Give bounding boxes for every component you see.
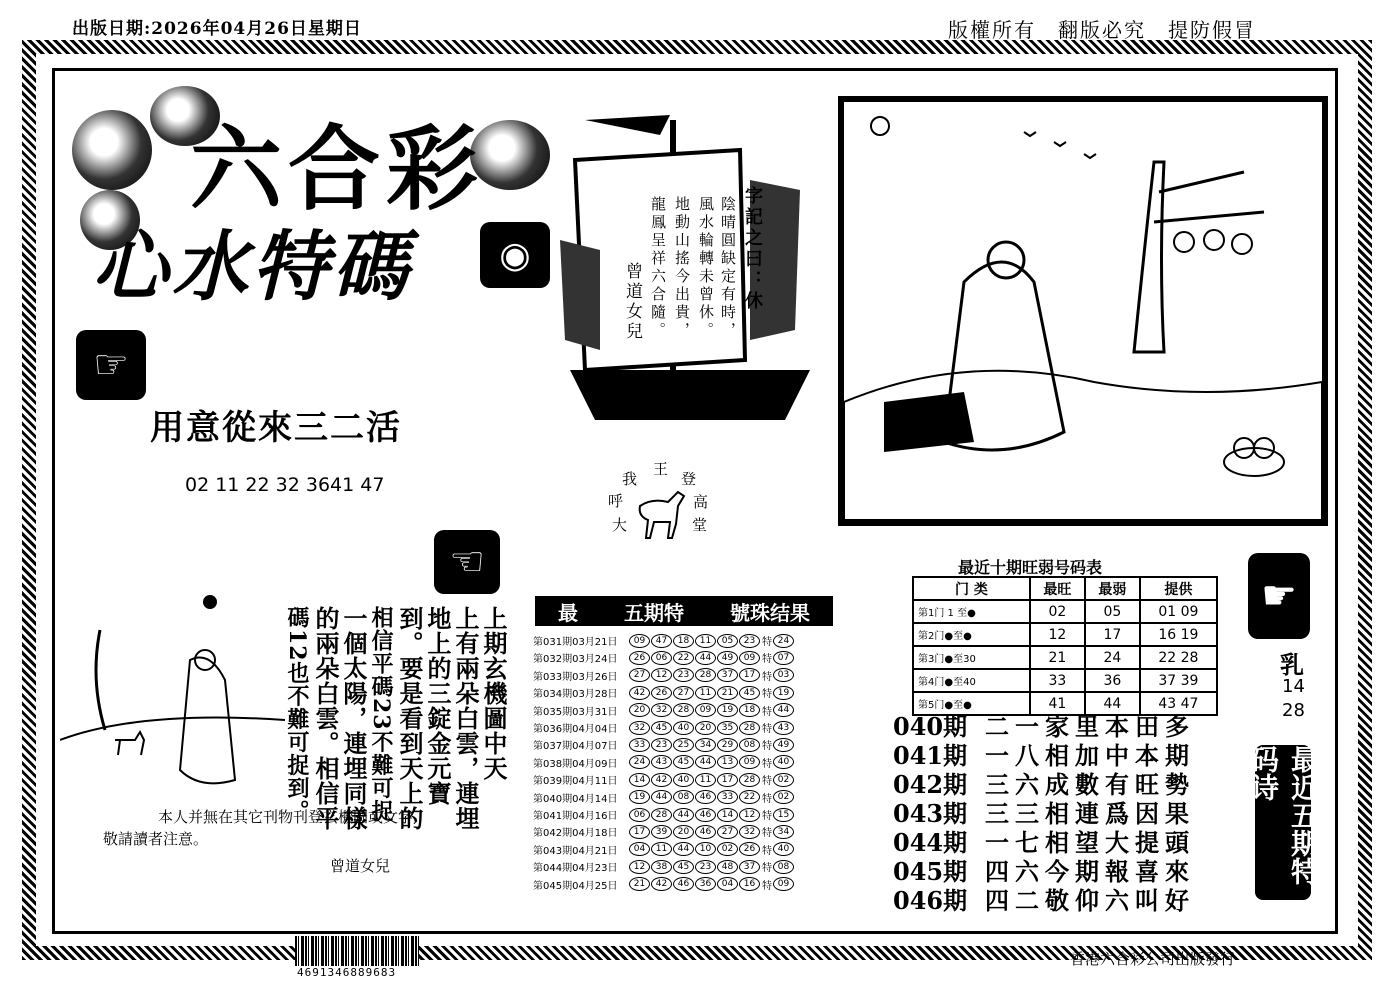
special-ball-number: 08 [773,860,794,874]
door-cell: 第3门●至30 [913,646,1030,669]
ball-number: 28 [695,668,716,682]
ball-number: 04 [629,842,650,856]
special-label: 特 [762,706,772,718]
ball-number: 45 [673,755,694,769]
ball-number: 28 [739,773,760,787]
ball-number: 06 [651,651,672,665]
poem-issue: 043期 [893,799,968,828]
ball-number: 19 [717,703,738,717]
ball-number: 48 [717,860,738,874]
hot-cell: 02 [1030,600,1085,623]
draw-period: 第037期04月07日 [533,741,618,753]
special-ball-number: 44 [773,703,794,717]
sail-col-5: 龍鳳呈祥六合隨。 [649,196,667,340]
ball-number: 11 [695,773,716,787]
special-label: 特 [762,776,772,788]
ball-number: 19 [629,790,650,804]
ball-number: 44 [695,755,716,769]
ball-number: 18 [739,703,760,717]
sail-col-4: 地動山搖今出貴， [673,196,691,340]
poem-verse: 三三相連爲因果 [985,799,1195,828]
notice-signature: 曾道女兒 [330,857,391,875]
offer-cell: 37 39 [1140,669,1217,692]
ball-number: 32 [651,703,672,717]
ball-number: 42 [629,686,650,700]
ball-number: 09 [629,634,650,648]
special-label: 特 [762,654,772,666]
ball-number: 29 [717,738,738,752]
draw-row [533,858,828,875]
hot-cell: 21 [1030,646,1085,669]
copyright-notice: 版權所有 翻版必究 提防假冒 [948,18,1256,42]
ball-number: 26 [651,686,672,700]
ball-number: 34 [695,738,716,752]
header-door: 门 类 [913,577,1030,600]
ball-number: 40 [673,721,694,735]
riddle-text: 用意從來三二活 [150,408,402,448]
ball-number: 14 [717,808,738,822]
table-row [913,646,1217,669]
draw-period: 第044期04月23日 [533,863,618,875]
ball-number: 27 [673,686,694,700]
horse-char: 高 [693,493,709,511]
horse-char: 堂 [692,516,708,534]
poem-issue: 045期 [893,857,968,886]
draw-results-title [535,596,833,626]
sail-col-3: 風水輪轉未曾休。 [697,196,715,340]
special-label: 特 [762,845,772,857]
draw-row [533,736,828,753]
ball-number: 04 [717,877,738,891]
title-part: 最 [558,600,578,625]
special-ball-number: 15 [773,808,794,822]
ball-number: 26 [739,842,760,856]
poem-issue: 041期 [893,741,968,770]
special-ball-number: 19 [773,686,794,700]
horse-char: 呼 [608,492,624,510]
special-ball-number: 24 [773,634,794,648]
offer-cell: 22 28 [1140,646,1217,669]
ball-number: 36 [695,877,716,891]
special-ball-number: 07 [773,651,794,665]
xuanji-col-1: 上期玄機圖中天 [479,606,508,781]
poem-verse: 三六成數有旺勢 [985,770,1195,799]
special-label: 特 [762,689,772,701]
draw-row [533,876,828,893]
draw-row [533,771,828,788]
ball-number: 11 [695,686,716,700]
ball-number: 35 [717,721,738,735]
header-offer: 提供 [1140,577,1217,600]
pointing-hand-icon: ☜ [434,530,500,594]
side-num-1: 14 [1282,676,1305,697]
ball-number: 13 [717,755,738,769]
money-bag-icon: ◉ [480,222,550,288]
ball-number: 23 [651,738,672,752]
weak-cell: 17 [1085,623,1140,646]
ball-number: 17 [739,668,760,682]
draw-period: 第033期03月26日 [533,671,618,683]
special-ball-number: 43 [773,721,794,735]
ball-number: 28 [651,808,672,822]
publisher: 香港六合彩公司出版發行 [1070,950,1236,968]
ball-number: 46 [695,808,716,822]
special-label: 特 [762,724,772,736]
ball-number: 45 [651,721,672,735]
xuanji-col-4: 到。要是看到天上的 [395,606,424,831]
draw-period: 第034期03月28日 [533,689,618,701]
ball-number: 21 [717,686,738,700]
offer-cell: 43 47 [1140,692,1217,715]
draw-period: 第038期04月09日 [533,758,618,770]
ball-number: 37 [717,668,738,682]
special-label: 特 [762,741,772,753]
ball-number: 06 [629,808,650,822]
horse-char: 大 [612,516,628,534]
poem-row [893,797,1195,826]
horse-char: 王 [653,460,669,478]
special-label: 特 [762,793,772,805]
draw-row [533,684,828,701]
ball-number: 44 [651,790,672,804]
draw-period: 第040期04月14日 [533,793,618,805]
special-ball-number: 03 [773,668,794,682]
poem-issue: 042期 [893,770,968,799]
door-cell: 第5门●至● [913,692,1030,715]
title-part: 五期特 [624,600,684,625]
barcode-number: 4691346889683 [297,966,397,979]
ball-number: 42 [651,773,672,787]
draw-period: 第035期03月31日 [533,706,618,718]
ball-number: 27 [629,668,650,682]
ball-number: 12 [629,860,650,874]
draw-row [533,649,828,666]
xuanji-col-6: 一個太陽，連埋同樣 [339,606,368,831]
hot-cell: 33 [1030,669,1085,692]
ball-number: 10 [695,842,716,856]
notice-line-2: 敬請讀者注意。 [103,830,209,848]
ball-number: 39 [651,825,672,839]
ball-number: 40 [673,773,694,787]
door-cell: 第4门●至40 [913,669,1030,692]
special-ball-number: 40 [773,755,794,769]
draw-row [533,754,828,771]
riddle-scene-illustration [60,590,285,790]
xuanji-col-8: 碼12也不難可捉到。 [284,606,310,823]
draw-row [533,667,828,684]
ball-number: 17 [629,825,650,839]
ball-number: 32 [629,721,650,735]
ball-number: 23 [673,668,694,682]
main-title: 六合彩 [190,116,485,223]
ball-number: 14 [629,773,650,787]
table-row [913,600,1217,623]
ball-number: 22 [739,790,760,804]
ball-number: 11 [651,842,672,856]
door-cell: 第2门●至● [913,623,1030,646]
ball-number: 16 [739,877,760,891]
horse-char: 我 [622,470,638,488]
xuanji-col-3: 地上的三錠金元寶 [423,606,452,806]
poem-verse: 四六今期報喜來 [985,857,1195,886]
ball-number: 24 [629,755,650,769]
ball-number: 20 [695,721,716,735]
special-ball-number: 02 [773,773,794,787]
table-row [913,623,1217,646]
ball-number: 43 [651,755,672,769]
special-ball-number: 02 [773,790,794,804]
draw-period: 第036期04月04日 [533,724,618,736]
horse-icon [632,484,692,540]
ball-number: 44 [673,808,694,822]
ball-number: 23 [695,860,716,874]
side-num-2: 28 [1282,700,1305,721]
weak-cell: 24 [1085,646,1140,669]
weak-cell: 36 [1085,669,1140,692]
side-char: 乳 [1280,650,1304,679]
draw-period: 第039期04月11日 [533,776,618,788]
draw-row [533,823,828,840]
offer-cell: 16 19 [1140,623,1217,646]
ball-number: 09 [739,755,760,769]
poem-row [893,739,1195,768]
ball-number: 33 [717,790,738,804]
ball-number: 46 [695,790,716,804]
draw-row [533,632,828,649]
ball-number: 47 [651,634,672,648]
decor-circle [72,110,152,190]
ball-number: 28 [739,721,760,735]
ball-number: 25 [673,738,694,752]
poem-row [893,826,1195,855]
special-ball-number: 40 [773,842,794,856]
poem-verse: 二一家里本田多 [985,712,1195,741]
ball-number: 32 [739,825,760,839]
draw-row [533,719,828,736]
ball-number: 45 [673,860,694,874]
ball-number: 18 [673,634,694,648]
sage-picture-frame [838,96,1328,526]
ball-number: 33 [629,738,650,752]
special-label: 特 [762,758,772,770]
ball-number: 05 [717,634,738,648]
sail-col-2: 陰晴圓缺定有時， [719,196,737,340]
draw-period: 第043期04月21日 [533,845,618,857]
special-label: 特 [762,637,772,649]
special-label: 特 [762,863,772,875]
table-row [913,669,1217,692]
notice-line-1: 本人并無在其它刊物刊登玄機圖或文字, [158,808,418,826]
draw-row [533,789,828,806]
special-label: 特 [762,811,772,823]
ball-number: 37 [739,860,760,874]
door-cell: 第1门 1 至● [913,600,1030,623]
ball-number: 28 [673,703,694,717]
barcode [295,936,419,966]
title-part: 號珠结果 [730,600,810,625]
hot-cell: 12 [1030,623,1085,646]
ball-number: 02 [717,842,738,856]
ball-number: 49 [717,651,738,665]
ball-number: 12 [739,808,760,822]
sub-title: 心水特碼 [92,222,412,311]
sail-col-1: 字記之曰：休 [742,186,763,312]
hot-cell: 41 [1030,692,1085,715]
recent-table-title: 最近十期旺弱号码表 [958,558,1103,577]
ball-number: 46 [673,877,694,891]
draw-row [533,702,828,719]
ball-number: 22 [673,651,694,665]
ball-number: 08 [673,790,694,804]
table-header-row [913,577,1217,600]
ball-number: 44 [673,842,694,856]
ball-number: 20 [673,825,694,839]
sage-under-tree-illustration [844,102,1322,520]
draw-period: 第032期03月24日 [533,654,618,666]
riddle-numbers: 02 11 22 32 3641 47 [185,474,385,496]
ball-number: 23 [739,634,760,648]
draw-period: 第041期04月16日 [533,811,618,823]
weak-cell: 44 [1085,692,1140,715]
publication-date: 出版日期:2026年04月26日星期日 [72,19,362,39]
ball-number: 11 [695,634,716,648]
header-hot: 最旺 [1030,577,1085,600]
ball-number: 09 [739,651,760,665]
horse-char: 登 [681,470,697,488]
ball-number: 27 [717,825,738,839]
xuanji-col-7: 的兩朵白雲。相信平 [311,606,340,831]
poem-issue: 046期 [893,886,968,915]
ball-number: 20 [629,703,650,717]
draw-row [533,841,828,858]
poem-issue: 040期 [893,712,968,741]
poem-row [893,884,1195,913]
poem-row [893,855,1195,884]
xuanji-col-5: 相信平碼23不難可捉 [368,606,394,823]
header-weak: 最弱 [1085,577,1140,600]
draw-period: 第045期04月25日 [533,880,618,892]
xuanji-col-2: 上有兩朵白雲，連埋 [451,606,480,831]
poem-verse: 一七相望大提頭 [985,828,1195,857]
draw-period: 第031期03月21日 [533,637,618,649]
special-label: 特 [762,671,772,683]
ball-number: 46 [695,825,716,839]
weak-cell: 05 [1085,600,1140,623]
special-ball-number: 34 [773,825,794,839]
ball-number: 08 [739,738,760,752]
draw-period: 第042期04月18日 [533,828,618,840]
poem-row [893,768,1195,797]
draw-row [533,806,828,823]
special-ball-number: 49 [773,738,794,752]
ball-number: 21 [629,877,650,891]
ball-number: 45 [739,686,760,700]
ball-number: 26 [629,651,650,665]
special-label: 特 [762,828,772,840]
special-ball-number: 09 [773,877,794,891]
pointing-hand-icon: ☛ [1248,553,1310,639]
poem-verse: 四二敬仰六叫好 [985,886,1195,915]
poem-issue: 044期 [893,828,968,857]
ball-number: 09 [695,703,716,717]
ball-number: 38 [651,860,672,874]
ball-number: 42 [651,877,672,891]
poem-row [893,710,1195,739]
ball-number: 17 [717,773,738,787]
ball-number: 12 [651,668,672,682]
poem-verse: 一八相加中本期 [985,741,1195,770]
offer-cell: 01 09 [1140,600,1217,623]
side-title: 最近五期特码诗 [1255,745,1311,900]
ball-number: 44 [695,651,716,665]
pointing-hand-icon: ☞ [76,330,146,400]
hot-weak-table [912,576,1218,716]
special-label: 特 [762,880,772,892]
sail-signature: 曾道女兒 [622,262,642,342]
